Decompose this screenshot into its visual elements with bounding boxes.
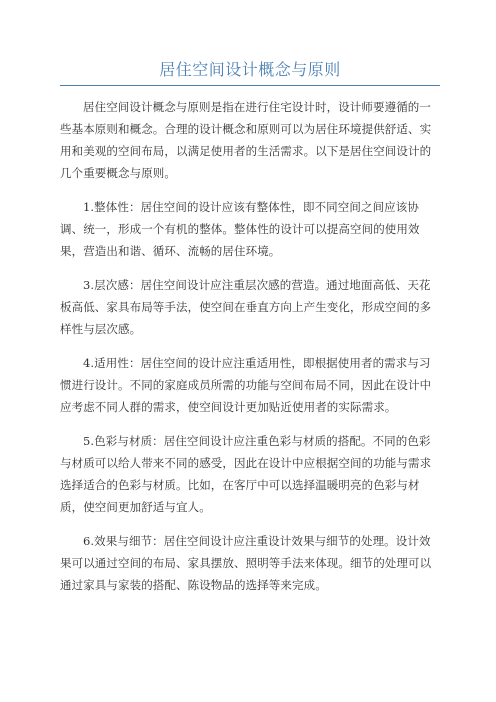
principle-color-material: 5.色彩与材质：居住空间设计应注重色彩与材质的搭配。不同的色彩与材质可以给人带来不同的感受，因此在设计中应根据空间的功能与需求选择适合的色彩与材质。比如，在客厅中可以选择温暖明亮的色彩与材质，使空间更加舒适与宜人。 — [60, 434, 432, 514]
intro-paragraph: 居住空间设计概念与原则是指在进行住宅设计时，设计师要遵循的一些基本原则和概念。合理的设计概念和原则可以为居住环境提供舒适、实用和美观的空间布局，以满足使用者的生活需求。以下是居住空间设计的几个重要概念与原则。 — [60, 100, 432, 180]
principle-integrity: 1.整体性：居住空间的设计应该有整体性，即不同空间之间应该协调、统一，形成一个有机的整体。整体性的设计可以提高空间的使用效果，营造出和谐、循环、流畅的居住环境。 — [60, 200, 420, 258]
document-title: 居住空间设计概念与原则 — [159, 60, 341, 79]
principle-effect-detail: 6.效果与细节：居住空间设计应注重设计效果与细节的处理。设计效果可以通过空间的布局、家具摆放、照明等手法来体现。细节的处理可以通过家具与家装的搭配、陈设物品的选择等来完成。 — [60, 534, 432, 592]
principle-layering: 3.层次感：居住空间设计应注重层次感的营造。通过地面高低、天花板高低、家具布局等手法，使空间在垂直方向上产生变化，形成空间的多样性与层次感。 — [60, 278, 432, 336]
title-underline — [60, 85, 440, 86]
principle-applicability: 4.适用性：居住空间的设计应注重适用性，即根据使用者的需求与习惯进行设计。不同的家庭成员所需的功能与空间布局不同，因此在设计中应考虑不同人群的需求，使空间设计更加贴近使用者的实际需求。 — [60, 356, 432, 414]
document-body — [60, 96, 442, 608]
